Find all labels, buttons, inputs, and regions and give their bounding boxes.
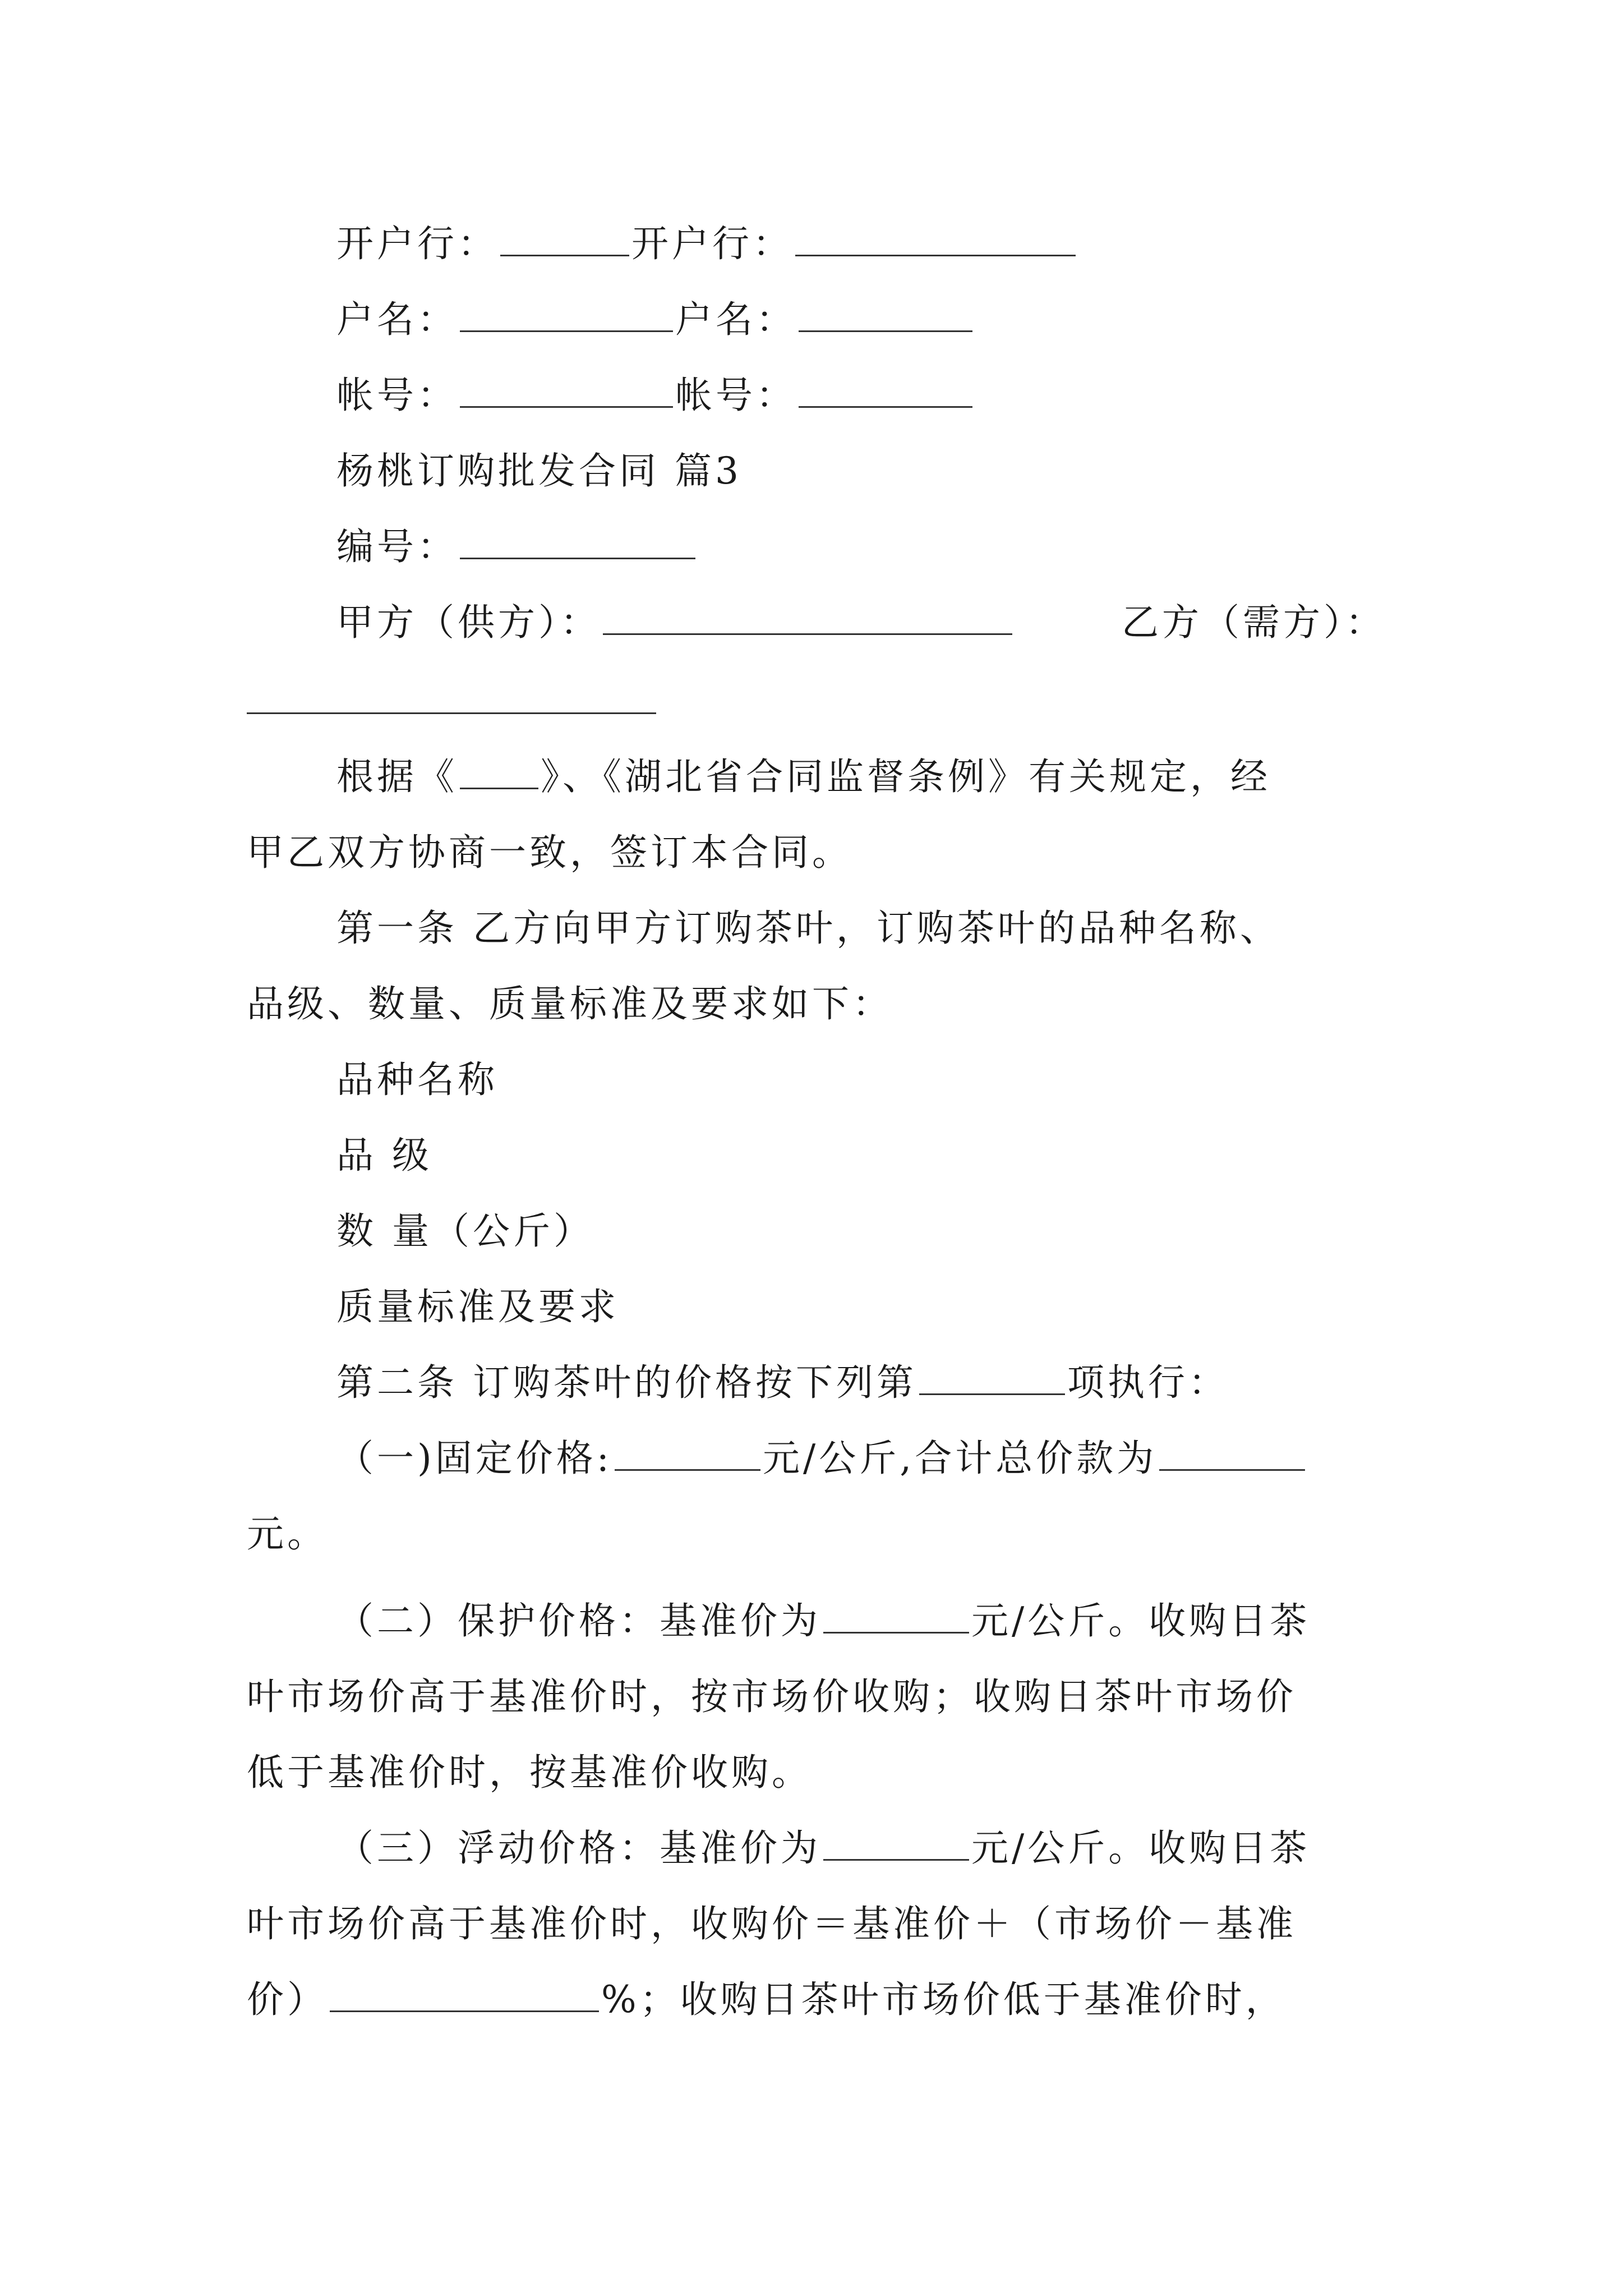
fixed-price-line [336,1436,1307,1481]
fixed-price-text-b: 元/公斤,合计总价款为 [763,1437,1158,1480]
account-name-blank-a [460,298,673,332]
percent-blank [330,1978,599,2012]
article2-text-b: 项执行： [1067,1361,1229,1404]
bank-blank-b [795,222,1076,256]
article1-line-2: 品级、数量、质量标准及要求如下： [247,982,893,1025]
account-name-label-b: 户名： [675,298,796,341]
number-blank [460,525,695,559]
party-b-label: 乙方（需方）： [1122,601,1386,644]
fixed-price-text-a: （一)固定价格: [336,1437,612,1480]
account-no-label-b: 帐号： [675,374,796,417]
article2-blank [919,1361,1065,1395]
intro-line-2: 甲乙双方协商一致，签订本合同。 [247,831,852,874]
account-no-label-a: 帐号： [336,374,458,417]
fixed-price-blank [615,1437,760,1471]
account-name-line [336,297,975,342]
fixed-price-line-2: 元。 [247,1512,328,1556]
party-a-blank [603,601,1012,635]
account-no-blank-a [460,374,673,408]
article1-line-1: 第一条 乙方向甲方订购茶叶，订购茶叶的品种名称、 [336,907,1280,950]
party-a-label: 甲方（供方）： [336,601,601,644]
law-blank [460,755,538,789]
field-quantity: 数 量（公斤） [336,1209,594,1253]
protect-price-text-b: 元/公斤。收购日茶 [971,1599,1311,1642]
float-price-text-a: （三）浮动价格：基准价为 [336,1826,821,1870]
account-name-label-a: 户名： [336,298,458,341]
protect-price-text-a: （二）保护价格：基准价为 [336,1599,821,1642]
float-price-text-d: %；收购日茶叶市场价低于基准价时， [601,1978,1286,2021]
account-no-line [336,373,975,418]
field-grade: 品 级 [336,1134,432,1177]
account-name-blank-b [799,298,972,332]
protect-price-line-3: 低于基准价时，按基准价收购。 [247,1751,812,1794]
float-price-text-b: 元/公斤。收购日茶 [971,1826,1311,1870]
party-b-blank [247,712,656,714]
bank-line [336,222,1078,266]
party-a-line [336,600,1015,645]
number-line [336,524,698,569]
float-price-blank [823,1826,969,1861]
number-label: 编号： [336,525,458,568]
field-quality: 质量标准及要求 [336,1285,619,1328]
protect-price-line-1 [336,1599,1310,1644]
total-price-blank [1159,1437,1305,1471]
float-price-text-c: 价） [247,1978,328,2021]
protect-price-line-2: 叶市场价高于基准价时，按市场价收购；收购日茶叶市场价 [247,1675,1297,1718]
account-no-blank-b [799,374,972,408]
protect-price-blank [823,1599,969,1634]
article2-text-a: 第二条 订购茶叶的价格按下列第 [336,1361,917,1404]
intro-text-b: 》、《湖北省合同监督条例》有关规定，经 [541,755,1271,798]
bank-label-b: 开户行： [631,222,793,265]
float-price-line-2: 叶市场价高于基准价时，收购价＝基准价＋（市场价－基准 [247,1902,1297,1945]
float-price-line-1 [336,1826,1310,1871]
intro-text-a: 根据《 [336,755,458,798]
bank-blank-a [500,222,629,256]
intro-line-1 [336,754,1271,799]
article2-line [336,1360,1229,1405]
field-variety: 品种名称 [336,1058,498,1101]
contract-title: 杨桃订购批发合同 篇3 [336,449,742,493]
bank-label-a: 开户行： [336,222,498,265]
float-price-line-3 [247,1977,1286,2022]
